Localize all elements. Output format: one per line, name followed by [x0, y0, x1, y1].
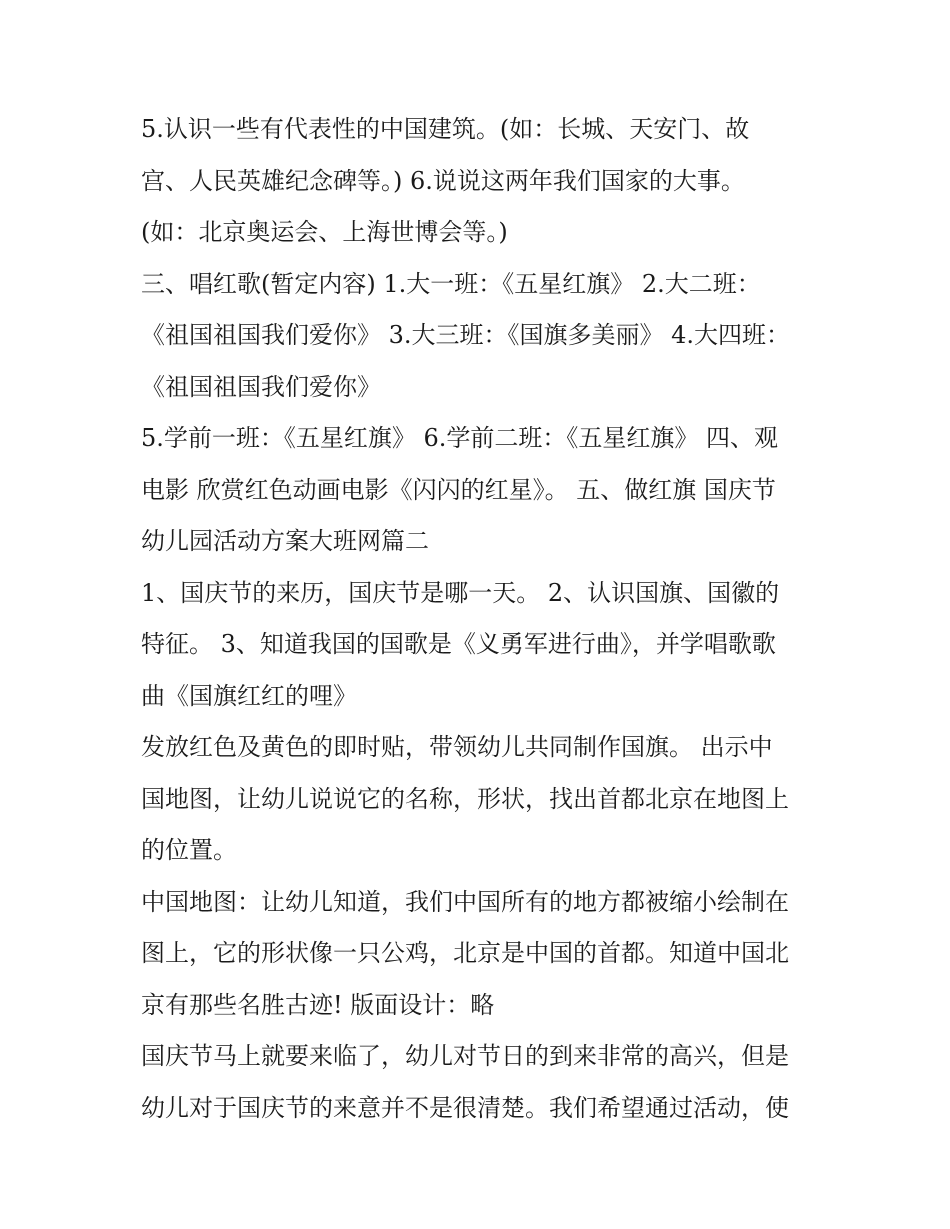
text-line: 国庆节马上就要来临了，幼儿对节日的到来非常的高兴，但是 [141, 1042, 789, 1070]
text-line: 幼儿对于国庆节的来意并不是很清楚。我们希望通过活动，使 [141, 1093, 789, 1122]
text-line: 曲《国旗红红的哩》 [141, 681, 357, 710]
text-line: 电影 欣赏红色动画电影《闪闪的红星》。 五、做红旗 国庆节 [141, 475, 776, 504]
text-line: 三、唱红歌(暂定内容) 1.大一班：《五星红旗》 2.大二班： [141, 269, 761, 298]
text-line: 幼儿园活动方案大班网篇二 [141, 527, 429, 555]
text-line: 图上，它的形状像一只公鸡，北京是中国的首都。知道中国北 [141, 939, 789, 967]
text-line: 的位置。 [141, 836, 237, 864]
text-line: 中国地图：让幼儿知道，我们中国所有的地方都被缩小绘制在 [141, 887, 789, 916]
text-line: 《祖国祖国我们爱你》 3.大三班：《国旗多美丽》 4.大四班： [141, 321, 791, 349]
text-line: 1、国庆节的来历，国庆节是哪一天。 2、认识国旗、国徽的 [141, 578, 780, 607]
text-line: 5.认识一些有代表性的中国建筑。(如：长城、天安门、故 [141, 115, 750, 143]
text-line: 国地图，让幼儿说说它的名称，形状，找出首都北京在地图上 [141, 784, 789, 813]
text-line: 发放红色及黄色的即时贴，带领幼儿共同制作国旗。 出示中 [141, 733, 773, 761]
text-line: 《祖国祖国我们爱你》 [141, 372, 381, 401]
document-body [141, 108, 821, 1138]
text-line: 宫、人民英雄纪念碑等。) 6.说说这两年我们国家的大事。 [141, 166, 745, 195]
text-line: 特征。 3、知道我国的国歌是《义勇军进行曲》，并学唱歌歌 [141, 630, 776, 658]
text-line: 5.学前一班：《五星红旗》 6.学前二班：《五星红旗》 四、观 [141, 424, 779, 452]
text-line: 京有那些名胜古迹! 版面设计：略 [141, 990, 495, 1019]
text-line: (如：北京奥运会、上海世博会等。) [141, 218, 508, 246]
